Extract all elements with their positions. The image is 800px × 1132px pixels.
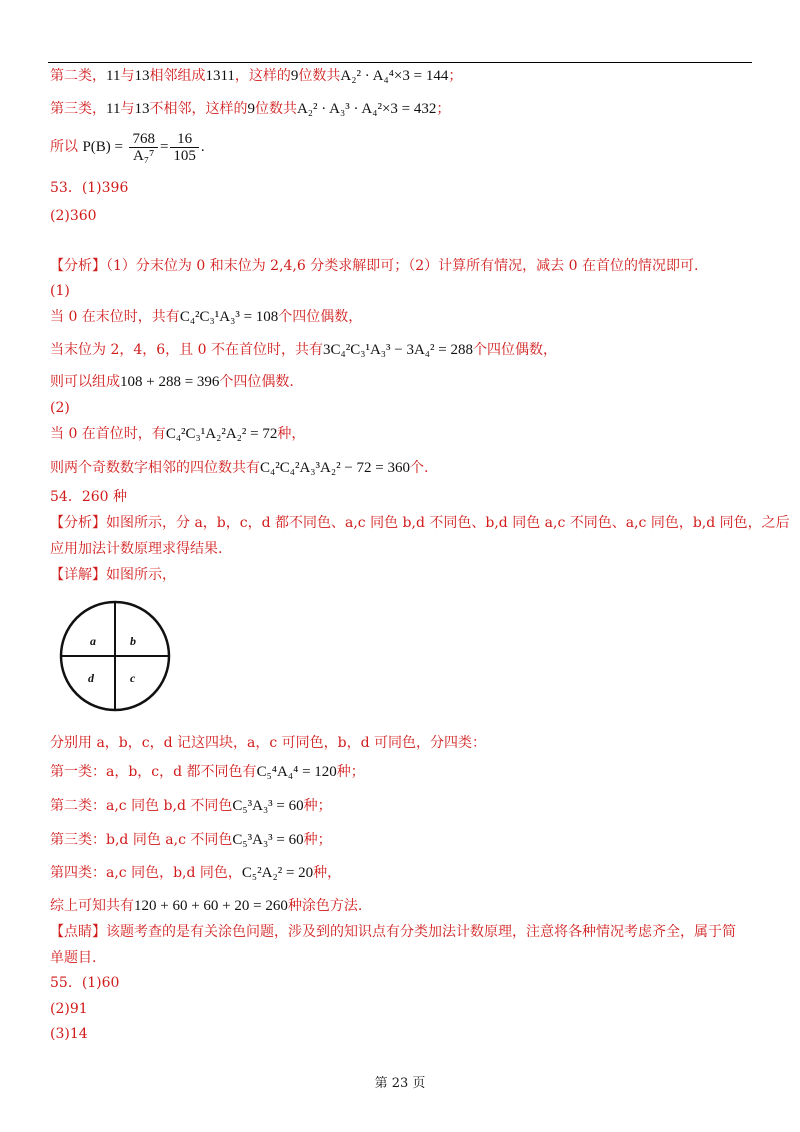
fraction-1 bbox=[129, 131, 158, 164]
case3-line bbox=[50, 99, 450, 119]
q54-detail: 【详解】如图所示， bbox=[50, 567, 176, 583]
q55-heading: 55．(1)60 bbox=[50, 975, 120, 991]
q53-heading: 53．(1)396 bbox=[50, 180, 129, 196]
q54-heading: 54．260 种 bbox=[50, 489, 127, 505]
s54-case-2 bbox=[50, 796, 332, 816]
text: 种， bbox=[277, 426, 306, 442]
text: 当 0 在末位时，共有 bbox=[50, 309, 180, 325]
circle-diagram bbox=[58, 599, 172, 713]
q54-comment-1: 【点睛】该题考查的是有关涂色问题，涉及到的知识点有分类加法计数原理，注意将各种情况考虑齐全，属于简 bbox=[50, 924, 736, 940]
text: 与 bbox=[120, 101, 135, 117]
denominator: 105 bbox=[173, 147, 196, 164]
text: 第一类：a，b，c，d 都不同色有 bbox=[50, 764, 257, 780]
formula: C₅²A₂² = 20 bbox=[241, 865, 314, 881]
text: 个. bbox=[410, 460, 429, 476]
formula: C₅⁴A₄⁴ = 120 bbox=[256, 764, 337, 780]
s53-line-5 bbox=[50, 458, 428, 478]
part-1-label: (1) bbox=[50, 283, 70, 299]
text: 种， bbox=[313, 865, 342, 881]
s54-intro: 分别用 a，b，c，d 记这四块，a，c 可同色，b，d 可同色，分四类： bbox=[50, 735, 487, 751]
denominator: A₇⁷ bbox=[133, 147, 155, 164]
text: 相邻组成 bbox=[149, 68, 206, 84]
text: 当 0 在首位时，有 bbox=[50, 426, 166, 442]
text: 位数共 bbox=[254, 101, 297, 117]
q54-comment-2: 单题目. bbox=[50, 950, 97, 966]
formula: C₅³A₃³ = 60 bbox=[232, 798, 304, 814]
text: 第二类：a,c 同色 b,d 不同色 bbox=[50, 798, 233, 814]
region-c-label: c bbox=[130, 671, 136, 685]
formula: A₂² · A₄⁴×3 = 144 bbox=[340, 68, 449, 84]
region-d-label: d bbox=[88, 671, 94, 685]
formula: C₄²C₃¹A₃³ = 108 bbox=[179, 309, 279, 325]
num: 9 bbox=[247, 101, 255, 117]
page-number: 第 23 页 bbox=[374, 1076, 426, 1091]
formula: C₄²C₃¹A₂²A₂² = 72 bbox=[165, 426, 278, 442]
num: 11 bbox=[106, 101, 121, 117]
formula: C₄²C₄²A₃³A₂² − 72 = 360 bbox=[260, 460, 410, 476]
q55-answer-2: (2)91 bbox=[50, 1001, 88, 1017]
s54-case-3 bbox=[50, 830, 332, 850]
text: 则可以组成 bbox=[50, 374, 120, 390]
header-rule bbox=[48, 62, 752, 63]
formula: C₅³A₃³ = 60 bbox=[232, 832, 304, 848]
num: 1311 bbox=[205, 68, 235, 84]
formula: 108 + 288 = 396 bbox=[120, 374, 220, 390]
text: 综上可知共有 bbox=[50, 898, 134, 914]
formula: A₂² · A₃³ · A₄²×3 = 432 bbox=[296, 101, 437, 117]
s53-line-1 bbox=[50, 307, 362, 327]
q53-analysis: 【分析】（1）分末位为 0 和末位为 2,4,6 分类求解即可；（2）计算所有情况，减去 0 在首位的情况即可. bbox=[50, 258, 699, 274]
case2-line bbox=[50, 66, 462, 86]
text: 种； bbox=[303, 798, 332, 814]
s53-line-3 bbox=[50, 372, 294, 392]
q54-analysis-1: 【分析】如图所示，分 a，b，c，d 都不同色、a,c 同色 b,d 不同色、b,d 同色 a,c 不同色、a,c 同色，b,d 同色，之后 bbox=[50, 515, 790, 531]
q54-analysis-2: 应用加法计数原理求得结果. bbox=[50, 541, 223, 557]
text: 则两个奇数数字相邻的四位数共有 bbox=[50, 460, 260, 476]
text: 不相邻，这样的 bbox=[149, 101, 248, 117]
text: 种； bbox=[303, 832, 332, 848]
s53-line-2 bbox=[50, 340, 557, 360]
region-a-label: a bbox=[90, 634, 96, 648]
text: 第四类：a,c 同色，b,d 同色， bbox=[50, 865, 242, 881]
formula: 120 + 60 + 60 + 20 = 260 bbox=[134, 898, 288, 914]
formula: 3C₄²C₃¹A₃³ − 3A₄² = 288 bbox=[322, 342, 473, 358]
text: ； bbox=[448, 68, 463, 84]
text: 种； bbox=[336, 764, 365, 780]
text: 个四位偶数. bbox=[219, 374, 294, 390]
part-2-label: (2) bbox=[50, 400, 70, 416]
text: 与 bbox=[120, 68, 135, 84]
text: ； bbox=[436, 101, 451, 117]
num: 9 bbox=[290, 68, 299, 84]
num: 11 bbox=[106, 68, 121, 84]
q55-answer-3: (3)14 bbox=[50, 1026, 88, 1042]
fraction-2 bbox=[170, 131, 199, 164]
q53-answer-2: (2)360 bbox=[50, 208, 97, 224]
formula: P(B) = bbox=[82, 139, 123, 155]
text: 种涂色方法. bbox=[287, 898, 363, 914]
s54-sum bbox=[50, 896, 362, 916]
text: 个四位偶数， bbox=[472, 342, 557, 358]
probability-line: 所以 P(B) = $\frac{768}{\text{A₇⁷}}$ = $\frac{16}{105}$ . bbox=[50, 130, 205, 164]
numerator: 16 bbox=[170, 131, 199, 148]
text: 当末位为 2，4，6，且 0 不在首位时，共有 bbox=[50, 342, 323, 358]
text: 所以 bbox=[50, 139, 78, 155]
text: 个四位偶数， bbox=[278, 309, 363, 325]
text: 位数共 bbox=[298, 68, 341, 84]
text: 第三类， bbox=[50, 101, 106, 117]
numerator: 768 bbox=[129, 131, 158, 148]
s54-case-4 bbox=[50, 863, 341, 883]
s54-case-1 bbox=[50, 762, 365, 782]
region-b-label: b bbox=[130, 634, 136, 648]
num: 13 bbox=[134, 101, 150, 117]
text: . bbox=[200, 139, 205, 155]
num: 13 bbox=[134, 68, 150, 84]
text: 第三类：b,d 同色 a,c 不同色 bbox=[50, 832, 233, 848]
text: 第二类， bbox=[50, 68, 106, 84]
text: ，这样的 bbox=[234, 68, 291, 84]
s53-line-4 bbox=[50, 424, 305, 444]
